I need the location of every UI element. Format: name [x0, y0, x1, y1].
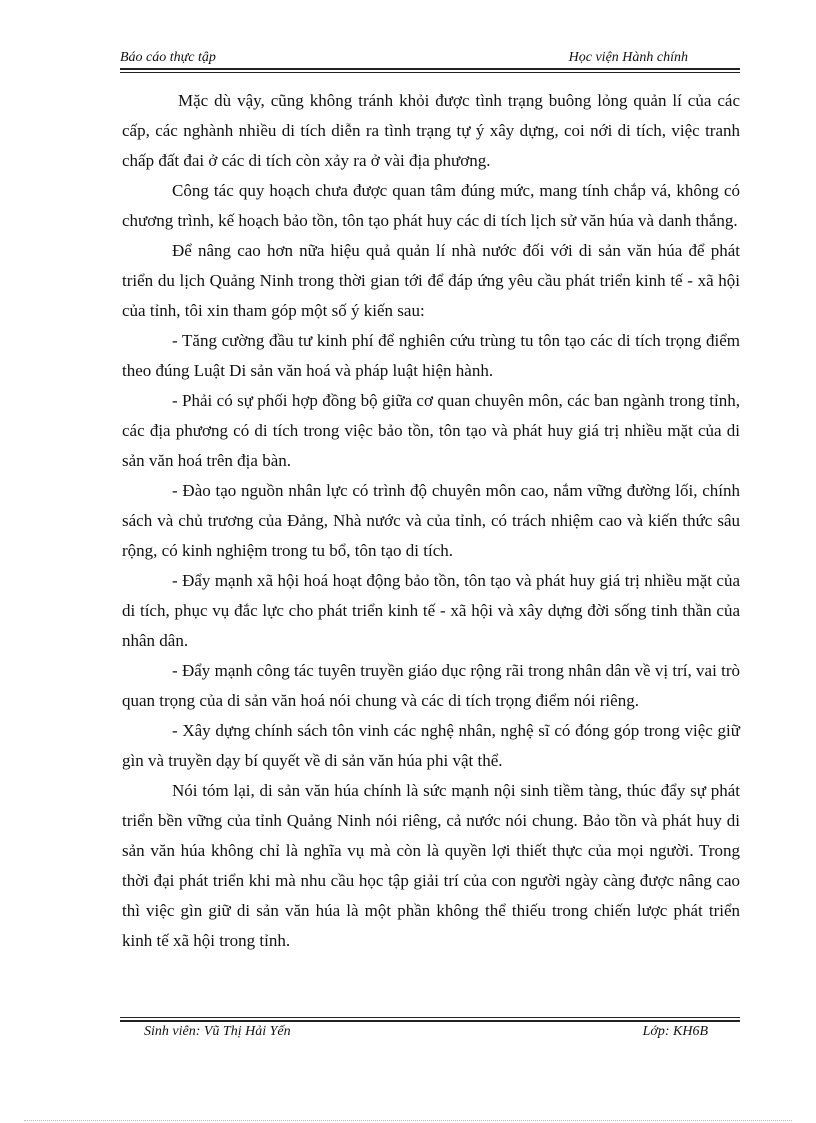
- list-item: - Tăng cường đầu tư kinh phí để nghiên cứu trùng tu tôn tạo các di tích trọng điểm theo đúng Luật Di sản văn hoá và pháp luật hiện hành.: [122, 331, 740, 380]
- list-item: - Phải có sự phối hợp đồng bộ giữa cơ quan chuyên môn, các ban ngành trong tỉnh, các địa phương có di tích trong việc bảo tồn, tôn tạo và phát huy giá trị nhiều mặt của di sản văn hoá trên địa bàn.: [122, 391, 740, 470]
- paragraph: Nói tóm lại, di sản văn húa chính là sức mạnh nội sinh tiềm tàng, thúc đẩy sự phát triển bền vững của tỉnh Quảng Ninh nói riêng, cả nước nói chung. Bảo tồn và phát huy di sản văn húa không chỉ là nghĩa vụ mà còn là quyền lợi thiết thực của mọi người. Trong thời đại phát triển khi mà nhu cầu học tập giải trí của con người ngày càng được nâng cao thì việc gìn giữ di sản văn húa là một phần không thể thiếu trong chiến lược phát triển kinh tế xã hội trong tỉnh.: [122, 781, 740, 950]
- header-institution: Học viện Hành chính: [568, 50, 688, 65]
- page-edge-divider: [24, 1120, 792, 1121]
- body-text: [122, 86, 740, 956]
- page-header: [120, 50, 740, 68]
- footer-rule-thick: [120, 1020, 740, 1022]
- paragraph: Công tác quy hoạch chưa được quan tâm đúng mức, mang tính chắp vá, không có chương trình, kế hoạch bảo tồn, tôn tạo phát huy các di tích lịch sử văn húa và danh thắng.: [122, 181, 740, 230]
- page-footer: [120, 1024, 740, 1042]
- paragraph: Mặc dù vậy, cũng không tránh khỏi được tình trạng buông lỏng quản lí của các cấp, các nghành nhiều di tích diễn ra tình trạng tự ý xây dựng, coi nới di tích, việc tranh chấp đất đai ở các di tích còn xảy ra ở vài địa phương.: [122, 91, 740, 170]
- footer-class: Lớp: KH6B: [642, 1024, 708, 1039]
- header-report-title: Báo cáo thực tập: [120, 50, 216, 65]
- header-rule-thin: [120, 72, 740, 73]
- list-item: - Đào tạo nguồn nhân lực có trình độ chuyên môn cao, nắm vững đường lối, chính sách và chủ trương của Đảng, Nhà nước và của tỉnh, có trách nhiệm cao và kiến thức sâu rộng, có kinh nghiệm trong tu bổ, tôn tạo di tích.: [122, 481, 740, 560]
- footer-student: Sinh viên: Vũ Thị Hải Yến: [144, 1024, 291, 1039]
- paragraph: Để nâng cao hơn nữa hiệu quả quản lí nhà nước đối với di sản văn húa để phát triển du lịch Quảng Ninh trong thời gian tới để đáp ứng yêu cầu phát triển kinh tế - xã hội của tỉnh, tôi xin tham góp một số ý kiến sau:: [122, 241, 740, 320]
- list-item: - Xây dựng chính sách tôn vinh các nghệ nhân, nghệ sĩ có đóng góp trong việc giữ gìn và truyền dạy bí quyết về di sản văn húa phi vật thể.: [122, 721, 740, 770]
- header-rule-thick: [120, 68, 740, 70]
- list-item: - Đẩy mạnh công tác tuyên truyền giáo dục rộng rãi trong nhân dân về vị trí, vai trò quan trọng của di sản văn hoá nói chung và các di tích trọng điểm nói riêng.: [122, 661, 740, 710]
- footer-rule-thin: [120, 1017, 740, 1018]
- list-item: - Đẩy mạnh xã hội hoá hoạt động bảo tồn, tôn tạo và phát huy giá trị nhiều mặt của di tích, phục vụ đắc lực cho phát triển kinh tế - xã hội và xây dựng đời sống tinh thần của nhân dân.: [122, 571, 740, 650]
